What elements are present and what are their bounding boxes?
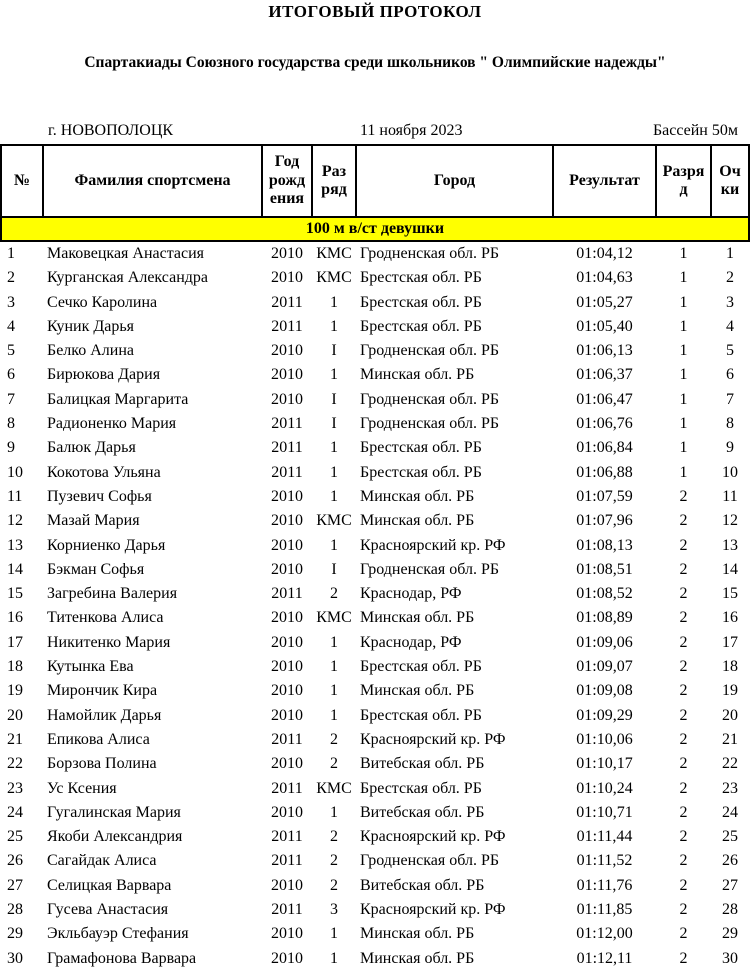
- row-number: 12: [7, 512, 23, 530]
- row-number: 6: [7, 366, 15, 384]
- city: Брестская обл. РБ: [360, 439, 482, 457]
- athlete-name: Пузевич Софья: [47, 487, 152, 505]
- col-header-result: Результат: [553, 145, 656, 217]
- rank: КМС: [316, 245, 352, 262]
- table-row: [1, 461, 749, 485]
- athlete-name: Грамафонова Варвара: [47, 949, 197, 967]
- athlete-name: Титенкова Алиса: [47, 609, 164, 627]
- points: 3: [726, 293, 734, 311]
- rank: I: [331, 415, 337, 433]
- row-number: 30: [7, 949, 23, 967]
- rank: 1: [330, 536, 338, 554]
- row-number: 27: [7, 876, 23, 894]
- city: Минская обл. РБ: [360, 512, 475, 530]
- result: 01:09,08: [576, 682, 633, 700]
- points: 12: [722, 512, 738, 530]
- col-header-birth-year: Год рожд ения: [262, 145, 312, 217]
- athlete-name: Ус Ксения: [47, 779, 117, 797]
- birth-year: 2010: [271, 366, 303, 384]
- table-row: [1, 947, 749, 971]
- table-row: [1, 801, 749, 825]
- points: 1: [726, 245, 734, 262]
- athlete-name: Кокотова Ульяна: [47, 463, 161, 481]
- birth-year: 2010: [271, 658, 303, 676]
- razryad: 2: [679, 536, 688, 554]
- row-number: 3: [7, 293, 15, 311]
- table-header-row: [1, 145, 749, 217]
- razryad: 1: [679, 317, 688, 335]
- birth-year: 2010: [271, 487, 303, 505]
- table-row: [1, 752, 749, 776]
- row-number: 8: [7, 415, 15, 433]
- result: 01:11,76: [576, 876, 633, 894]
- birth-year: 2011: [271, 439, 303, 457]
- points: 2: [726, 269, 734, 287]
- result: 01:12,00: [576, 925, 633, 943]
- points: 29: [722, 925, 738, 943]
- rank: 1: [330, 658, 338, 676]
- city: Витебская обл. РБ: [360, 876, 485, 894]
- row-number: 16: [7, 609, 23, 627]
- col-header-number: №: [1, 145, 43, 217]
- razryad: 2: [679, 487, 688, 505]
- result: 01:12,11: [576, 949, 633, 967]
- col-header-city: Город: [356, 145, 553, 217]
- razryad: 2: [679, 949, 688, 967]
- athlete-name: Намойлик Дарья: [47, 706, 162, 724]
- table-row: [1, 922, 749, 946]
- protocol-title: ИТОГОВЫЙ ПРОТОКОЛ: [268, 2, 482, 21]
- points: 11: [722, 487, 738, 505]
- city: Витебская обл. РБ: [360, 803, 485, 821]
- athlete-name: Радионенко Мария: [47, 415, 177, 433]
- razryad: 2: [679, 925, 688, 943]
- rank: 1: [330, 463, 338, 481]
- razryad: 2: [679, 803, 688, 821]
- athlete-name: Сечко Каролина: [47, 293, 158, 311]
- birth-year: 2011: [271, 779, 303, 797]
- athlete-name: Мирончик Кира: [47, 682, 158, 700]
- razryad: 2: [679, 828, 688, 846]
- row-number: 17: [7, 633, 23, 651]
- razryad: 1: [679, 342, 688, 360]
- result: 01:08,89: [576, 609, 633, 627]
- birth-year: 2010: [271, 925, 303, 943]
- city: Брестская обл. РБ: [360, 658, 482, 676]
- points: 24: [722, 803, 738, 821]
- table-row: [1, 631, 749, 655]
- table-row: [1, 898, 749, 922]
- points: 18: [722, 658, 738, 676]
- razryad: 1: [679, 463, 688, 481]
- athlete-name: Загребина Валерия: [47, 585, 178, 603]
- result: 01:09,29: [576, 706, 633, 724]
- athlete-name: Экльбауэр Стефания: [47, 925, 189, 943]
- birth-year: 2011: [271, 730, 303, 748]
- rank: КМС: [316, 269, 352, 287]
- city: Брестская обл. РБ: [360, 706, 482, 724]
- razryad: 2: [679, 876, 688, 894]
- birth-year: 2010: [271, 269, 303, 287]
- result: 01:06,13: [576, 342, 633, 360]
- result: 01:04,12: [576, 245, 633, 262]
- table-row: [1, 777, 749, 801]
- rank: 2: [330, 585, 338, 603]
- athlete-name: Куник Дарья: [47, 317, 135, 335]
- city: Брестская обл. РБ: [360, 463, 482, 481]
- rank: 1: [330, 803, 338, 821]
- rank: 1: [330, 706, 338, 724]
- rank: 1: [330, 925, 338, 943]
- razryad: 2: [679, 609, 688, 627]
- section-title: 100 м в/ст девушки: [1, 217, 749, 241]
- table-row: [1, 825, 749, 849]
- city: Брестская обл. РБ: [360, 269, 482, 287]
- result: 01:06,47: [576, 390, 633, 408]
- city: Краснодар, РФ: [360, 633, 462, 651]
- rank: 1: [330, 633, 338, 651]
- row-number: 22: [7, 755, 23, 773]
- points: 30: [722, 949, 738, 967]
- city: Красноярский кр. РФ: [360, 828, 506, 846]
- razryad: 1: [679, 415, 688, 433]
- razryad: 1: [679, 390, 688, 408]
- city: Брестская обл. РБ: [360, 779, 482, 797]
- birth-year: 2010: [271, 949, 303, 967]
- table-row: [1, 485, 749, 509]
- birth-year: 2010: [271, 803, 303, 821]
- razryad: 2: [679, 682, 688, 700]
- points: 4: [726, 317, 734, 335]
- birth-year: 2010: [271, 342, 303, 360]
- section-row: [1, 217, 749, 241]
- rank: 1: [330, 487, 338, 505]
- col-header-rank: Раз ряд: [312, 145, 356, 217]
- city: Брестская обл. РБ: [360, 293, 482, 311]
- points: 26: [722, 852, 738, 870]
- result: 01:11,85: [576, 901, 633, 919]
- athlete-name: Маковецкая Анастасия: [47, 245, 205, 262]
- row-number: 4: [7, 317, 15, 335]
- rank: I: [331, 342, 337, 360]
- athlete-name: Балицкая Маргарита: [47, 390, 189, 408]
- row-number: 2: [7, 269, 15, 287]
- table-row: [1, 509, 749, 533]
- competition-subtitle: Спартакиады Союзного государства среди школьников " Олимпийские надежды": [84, 54, 666, 71]
- city: Красноярский кр. РФ: [360, 901, 506, 919]
- city: Минская обл. РБ: [360, 487, 475, 505]
- athlete-name: Кутынка Ева: [47, 658, 134, 676]
- birth-year: 2010: [271, 609, 303, 627]
- points: 19: [722, 682, 738, 700]
- row-number: 20: [7, 706, 23, 724]
- rank: 2: [330, 876, 338, 894]
- razryad: 2: [679, 730, 688, 748]
- points: 20: [722, 706, 738, 724]
- row-number: 24: [7, 803, 23, 821]
- row-number: 19: [7, 682, 23, 700]
- points: 25: [722, 828, 738, 846]
- birth-year: 2011: [271, 585, 303, 603]
- points: 27: [722, 876, 738, 894]
- row-number: 10: [7, 463, 23, 481]
- birth-year: 2011: [271, 293, 303, 311]
- col-header-name: Фамилия спортсмена: [43, 145, 262, 217]
- results-table: [0, 144, 750, 971]
- result: 01:06,37: [576, 366, 633, 384]
- city: Краснодар, РФ: [360, 585, 462, 603]
- row-number: 5: [7, 342, 15, 360]
- result: 01:04,63: [576, 269, 633, 287]
- row-number: 15: [7, 585, 23, 603]
- table-row: [1, 534, 749, 558]
- birth-year: 2010: [271, 633, 303, 651]
- points: 9: [726, 439, 734, 457]
- rank: I: [331, 390, 337, 408]
- rank: 2: [330, 755, 338, 773]
- table-row: [1, 339, 749, 363]
- athlete-name: Балюк Дарья: [47, 439, 136, 457]
- table-row: [1, 874, 749, 898]
- row-number: 21: [7, 730, 23, 748]
- city: Гродненская обл. РБ: [360, 852, 500, 870]
- result: 01:08,13: [576, 536, 633, 554]
- col-header-razryad: Разря д: [656, 145, 711, 217]
- city: Гродненская обл. РБ: [360, 390, 500, 408]
- athlete-name: Белко Алина: [47, 342, 134, 360]
- rank: 1: [330, 366, 338, 384]
- razryad: 2: [679, 512, 688, 530]
- rank: 2: [330, 852, 338, 870]
- table-row: [1, 266, 749, 290]
- razryad: 2: [679, 585, 688, 603]
- table-row: [1, 558, 749, 582]
- birth-year: 2010: [271, 682, 303, 700]
- result: 01:06,88: [576, 463, 633, 481]
- rank: 1: [330, 949, 338, 967]
- result: 01:10,24: [576, 779, 633, 797]
- razryad: 2: [679, 779, 688, 797]
- razryad: 2: [679, 755, 688, 773]
- result: 01:08,52: [576, 585, 633, 603]
- razryad: 1: [679, 439, 688, 457]
- rank: 2: [330, 730, 338, 748]
- razryad: 2: [679, 633, 688, 651]
- result: 01:05,40: [576, 317, 633, 335]
- athlete-name: Гугалинская Мария: [47, 803, 181, 821]
- result: 01:05,27: [576, 293, 633, 311]
- birth-year: 2011: [271, 415, 303, 433]
- row-number: 9: [7, 439, 15, 457]
- city: Красноярский кр. РФ: [360, 536, 506, 554]
- rank: I: [331, 560, 337, 578]
- city: Гродненская обл. РБ: [360, 245, 500, 262]
- points: 6: [726, 366, 734, 384]
- razryad: 1: [679, 245, 688, 262]
- athlete-name: Сагайдак Алиса: [47, 852, 157, 870]
- points: 23: [722, 779, 738, 797]
- points: 5: [726, 342, 734, 360]
- row-number: 14: [7, 560, 23, 578]
- rank: 3: [330, 901, 338, 919]
- rank: 1: [330, 682, 338, 700]
- city: Гродненская обл. РБ: [360, 560, 500, 578]
- table-row: [1, 291, 749, 315]
- athlete-name: Мазай Мария: [47, 512, 140, 530]
- razryad: 2: [679, 658, 688, 676]
- birth-year: 2010: [271, 876, 303, 894]
- athlete-name: Борзова Полина: [47, 755, 157, 773]
- table-row: [1, 655, 749, 679]
- event-date: 11 ноября 2023: [360, 122, 463, 139]
- athlete-name: Гусева Анастасия: [47, 901, 169, 919]
- table-row: [1, 388, 749, 412]
- rank: 1: [330, 439, 338, 457]
- table-row: [1, 241, 749, 266]
- points: 14: [722, 560, 738, 578]
- row-number: 29: [7, 925, 23, 943]
- birth-year: 2010: [271, 245, 303, 262]
- athlete-name: Никитенко Мария: [47, 633, 171, 651]
- rank: КМС: [316, 779, 352, 797]
- row-number: 11: [7, 487, 23, 505]
- rank: 1: [330, 317, 338, 335]
- table-row: [1, 363, 749, 387]
- birth-year: 2011: [271, 852, 303, 870]
- birth-year: 2011: [271, 317, 303, 335]
- athlete-name: Епикова Алиса: [47, 730, 150, 748]
- result: 01:11,52: [576, 852, 633, 870]
- birth-year: 2010: [271, 536, 303, 554]
- table-row: [1, 412, 749, 436]
- birth-year: 2010: [271, 706, 303, 724]
- athlete-name: Бирюкова Дария: [47, 366, 161, 384]
- table-row: [1, 606, 749, 630]
- row-number: 13: [7, 536, 23, 554]
- city: Минская обл. РБ: [360, 682, 475, 700]
- razryad: 2: [679, 901, 688, 919]
- city: Гродненская обл. РБ: [360, 415, 500, 433]
- points: 8: [726, 415, 734, 433]
- table-row: [1, 728, 749, 752]
- city: Минская обл. РБ: [360, 925, 475, 943]
- rank: КМС: [316, 512, 352, 530]
- rank: КМС: [316, 609, 352, 627]
- row-number: 23: [7, 779, 23, 797]
- points: 7: [726, 390, 734, 408]
- city: Минская обл. РБ: [360, 609, 475, 627]
- result: 01:08,51: [576, 560, 633, 578]
- result: 01:07,96: [576, 512, 633, 530]
- row-number: 18: [7, 658, 23, 676]
- venue-city: г. НОВОПОЛОЦК: [48, 122, 174, 139]
- athlete-name: Курганская Александра: [47, 269, 209, 287]
- birth-year: 2011: [271, 828, 303, 846]
- table-row: [1, 436, 749, 460]
- city: Брестская обл. РБ: [360, 317, 482, 335]
- result: 01:10,06: [576, 730, 633, 748]
- razryad: 2: [679, 706, 688, 724]
- razryad: 2: [679, 852, 688, 870]
- col-header-points: Оч ки: [711, 145, 749, 217]
- points: 21: [722, 730, 738, 748]
- athlete-name: Якоби Александрия: [47, 828, 183, 846]
- points: 16: [722, 609, 738, 627]
- birth-year: 2011: [271, 463, 303, 481]
- result: 01:09,07: [576, 658, 633, 676]
- athlete-name: Корниенко Дарья: [47, 536, 166, 554]
- table-row: [1, 315, 749, 339]
- points: 17: [722, 633, 738, 651]
- points: 15: [722, 585, 738, 603]
- razryad: 1: [679, 293, 688, 311]
- row-number: 25: [7, 828, 23, 846]
- razryad: 2: [679, 560, 688, 578]
- rank: 1: [330, 293, 338, 311]
- athlete-name: Селицкая Варвара: [47, 876, 172, 894]
- result: 01:06,76: [576, 415, 633, 433]
- points: 10: [722, 463, 738, 481]
- table-row: [1, 679, 749, 703]
- razryad: 1: [679, 269, 688, 287]
- rank: 2: [330, 828, 338, 846]
- birth-year: 2010: [271, 512, 303, 530]
- table-row: [1, 849, 749, 873]
- birth-year: 2010: [271, 755, 303, 773]
- row-number: 26: [7, 852, 23, 870]
- table-row: [1, 582, 749, 606]
- city: Минская обл. РБ: [360, 366, 475, 384]
- table-row: [1, 704, 749, 728]
- points: 22: [722, 755, 738, 773]
- result: 01:11,44: [576, 828, 633, 846]
- result: 01:09,06: [576, 633, 633, 651]
- razryad: 1: [679, 366, 688, 384]
- city: Витебская обл. РБ: [360, 755, 485, 773]
- points: 28: [722, 901, 738, 919]
- pool-length: Бассейн 50м: [652, 122, 738, 139]
- row-number: 28: [7, 901, 23, 919]
- result: 01:07,59: [576, 487, 633, 505]
- row-number: 1: [7, 245, 15, 262]
- birth-year: 2010: [271, 560, 303, 578]
- result: 01:06,84: [576, 439, 633, 457]
- result: 01:10,17: [576, 755, 633, 773]
- city: Минская обл. РБ: [360, 949, 475, 967]
- result: 01:10,71: [576, 803, 633, 821]
- athlete-name: Бэкман Софья: [47, 560, 145, 578]
- birth-year: 2010: [271, 390, 303, 408]
- row-number: 7: [7, 390, 15, 408]
- points: 13: [722, 536, 738, 554]
- birth-year: 2011: [271, 901, 303, 919]
- city: Красноярский кр. РФ: [360, 730, 506, 748]
- city: Гродненская обл. РБ: [360, 342, 500, 360]
